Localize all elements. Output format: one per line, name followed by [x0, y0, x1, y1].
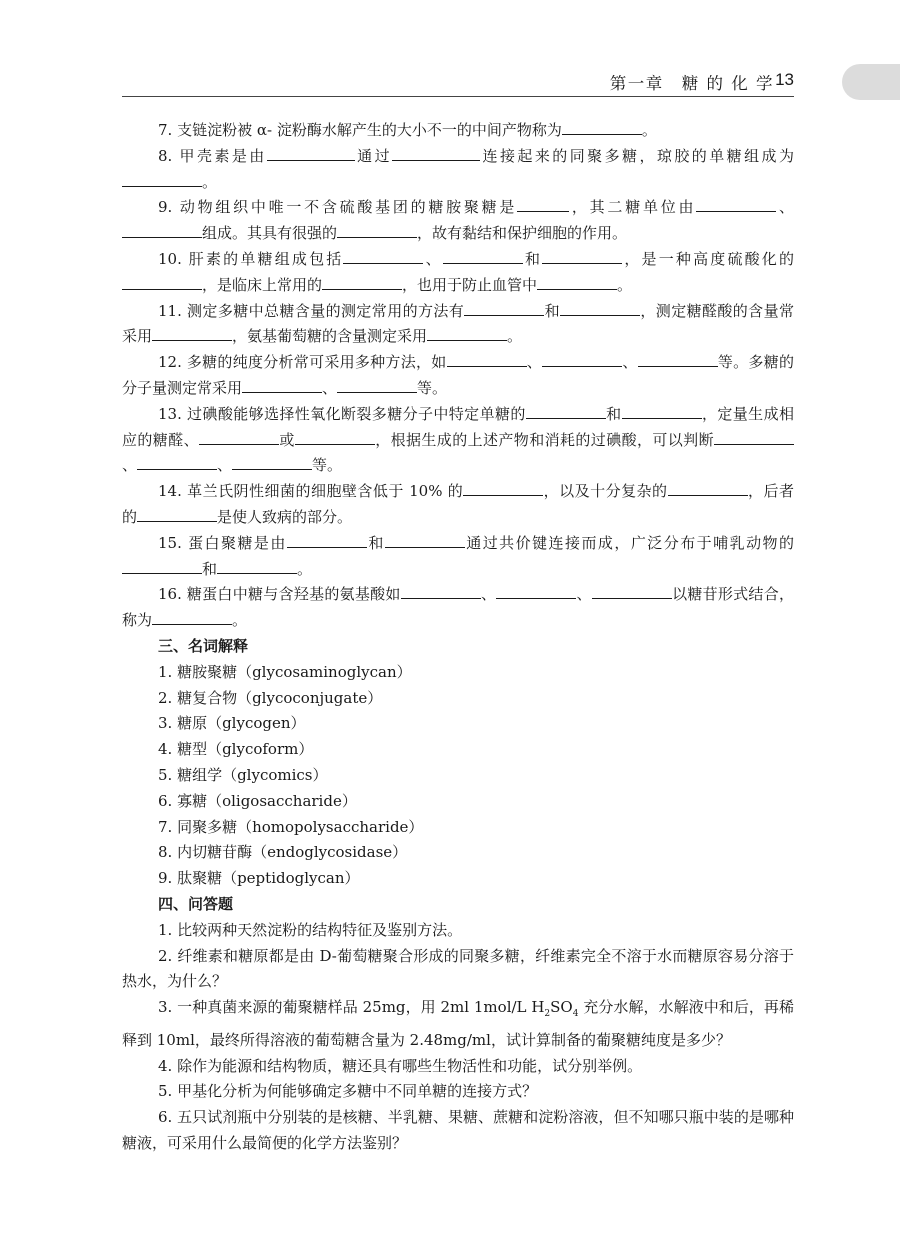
answer-blank[interactable]: [337, 378, 417, 393]
essay-question-6: 6. 五只试剂瓶中分别装的是核糖、半乳糖、果糖、蔗糖和淀粉溶液，但不知哪只瓶中装的是哪种糖液，可采用什么最简便的化学方法鉴别？: [122, 1108, 794, 1153]
term-item: 4. 糖型（glycoform）: [158, 740, 314, 759]
term-item: 5. 糖组学（glycomics）: [158, 765, 328, 784]
page-number: 13: [775, 70, 794, 89]
answer-blank[interactable]: [638, 352, 718, 367]
answer-blank[interactable]: [668, 481, 748, 496]
answer-blank[interactable]: [199, 430, 279, 445]
thumb-tab: [842, 64, 900, 100]
answer-blank[interactable]: [337, 223, 417, 238]
answer-blank[interactable]: [464, 301, 544, 316]
term-item: 3. 糖原（glycogen）: [158, 714, 306, 733]
term-item: 9. 肽聚糖（peptidoglycan）: [158, 869, 360, 888]
essay-question-3: 3. 一种真菌来源的葡聚糖样品 25mg，用 2ml 1mol/L $H_2SO_4$ 充分水解，水解液中和后，再稀释到 10ml，最终所得溶液的葡萄糖含量为 2.48mg/ml，试计算制备的葡聚糖纯度是多少？: [122, 998, 794, 1049]
section-heading-questions: 四、问答题: [158, 894, 234, 913]
answer-blank[interactable]: [560, 301, 640, 316]
answer-blank[interactable]: [542, 352, 622, 367]
answer-blank[interactable]: [122, 275, 202, 290]
essay-question-1: 1. 比较两种天然淀粉的结构特征及鉴别方法。: [158, 920, 463, 939]
term-item: 2. 糖复合物（glycoconjugate）: [158, 688, 383, 707]
answer-blank[interactable]: [562, 120, 642, 135]
answer-blank[interactable]: [137, 455, 217, 470]
section-heading-terms: 三、名词解释: [158, 636, 249, 655]
answer-blank[interactable]: [122, 559, 202, 574]
essay-question-4: 4. 除作为能源和结构物质，糖还具有哪些生物活性和功能，试分别举例。: [158, 1056, 643, 1075]
answer-blank[interactable]: [322, 275, 402, 290]
answer-blank[interactable]: [401, 584, 481, 599]
essay-question-2: 2. 纤维素和糖原都是由 D-葡萄糖聚合形成的同聚多糖，纤维素完全不溶于水而糖原容易分溶于热水，为什么？: [122, 946, 794, 991]
answer-blank[interactable]: [217, 559, 297, 574]
answer-blank[interactable]: [137, 507, 217, 522]
question-8: 8. 甲壳素是由 通过 连接起来的同聚多糖，琼胶的单糖组成为。: [122, 144, 794, 196]
term-item: 1. 糖胺聚糖（glycosaminoglycan）: [158, 662, 412, 681]
question-16: 16. 糖蛋白中糖与含羟基的氨基酸如 、 、 以糖苷形式结合，称为 。: [122, 585, 794, 630]
term-item: 7. 同聚多糖（homopolysaccharide）: [158, 817, 424, 836]
question-10: 10. 肝素的单糖组成包括 、 和 ，是一种高度硫酸化的，是临床上常用的 ，也用于防止血管中 。: [122, 247, 794, 299]
answer-blank[interactable]: [622, 404, 702, 419]
answer-blank[interactable]: [696, 197, 776, 212]
answer-blank[interactable]: [714, 430, 794, 445]
question-11: 11. 测定多糖中总糖含量的测定常用的方法有 和 ，测定糖醛酸的含量常采用 ，氨基葡萄糖的含量测定采用 。: [122, 301, 794, 346]
page-content: [122, 118, 794, 1157]
chapter-title: 第一章 糖 的 化 学: [609, 74, 774, 93]
answer-blank[interactable]: [152, 610, 232, 625]
question-15: 15. 蛋白聚糖是由 和 通过共价键连接而成，广泛分布于哺乳动物的和 。: [122, 531, 794, 583]
essay-question-5: 5. 甲基化分析为何能够确定多糖中不同单糖的连接方式？: [158, 1082, 538, 1101]
term-item: 8. 内切糖苷酶（endoglycosidase）: [158, 843, 408, 862]
answer-blank[interactable]: [242, 378, 322, 393]
question-13: 13. 过碘酸能够选择性氧化断裂多糖分子中特定单糖的 和 ，定量生成相应的糖醛、 或 ，根据生成的上述产物和消耗的过碘酸，可以判断、 、 等。: [122, 404, 794, 475]
header-rule: [122, 96, 794, 97]
answer-blank[interactable]: [122, 223, 202, 238]
answer-blank[interactable]: [343, 249, 423, 264]
question-14: 14. 革兰氏阴性细菌的细胞壁含低于 10% 的 ，以及十分复杂的 ，后者的 是使人致病的部分。: [122, 482, 794, 526]
answer-blank[interactable]: [267, 146, 355, 161]
answer-blank[interactable]: [385, 533, 465, 548]
question-7: 7. 支链淀粉被 α- 淀粉酶水解产生的大小不一的中间产物称为 。: [158, 121, 657, 139]
question-12: 12. 多糖的纯度分析常可采用多种方法，如 、 、 等。多糖的分子量测定常采用 、 等。: [122, 353, 794, 397]
answer-blank[interactable]: [542, 249, 622, 264]
answer-blank[interactable]: [517, 197, 569, 212]
answer-blank[interactable]: [537, 275, 617, 290]
answer-blank[interactable]: [427, 326, 507, 341]
page-header: [0, 0, 900, 108]
answer-blank[interactable]: [496, 584, 576, 599]
answer-blank[interactable]: [447, 352, 527, 367]
term-item: 6. 寡糖（oligosaccharide）: [158, 791, 357, 810]
answer-blank[interactable]: [122, 172, 202, 187]
answer-blank[interactable]: [392, 146, 480, 161]
question-9: 9. 动物组织中唯一不含硫酸基团的糖胺聚糖是 ，其二糖单位由 、组成。其具有很强的 ，故有黏结和保护细胞的作用。: [122, 195, 794, 247]
answer-blank[interactable]: [463, 481, 543, 496]
answer-blank[interactable]: [232, 455, 312, 470]
answer-blank[interactable]: [443, 249, 523, 264]
answer-blank[interactable]: [295, 430, 375, 445]
answer-blank[interactable]: [526, 404, 606, 419]
answer-blank[interactable]: [152, 326, 232, 341]
answer-blank[interactable]: [592, 584, 672, 599]
answer-blank[interactable]: [287, 533, 367, 548]
